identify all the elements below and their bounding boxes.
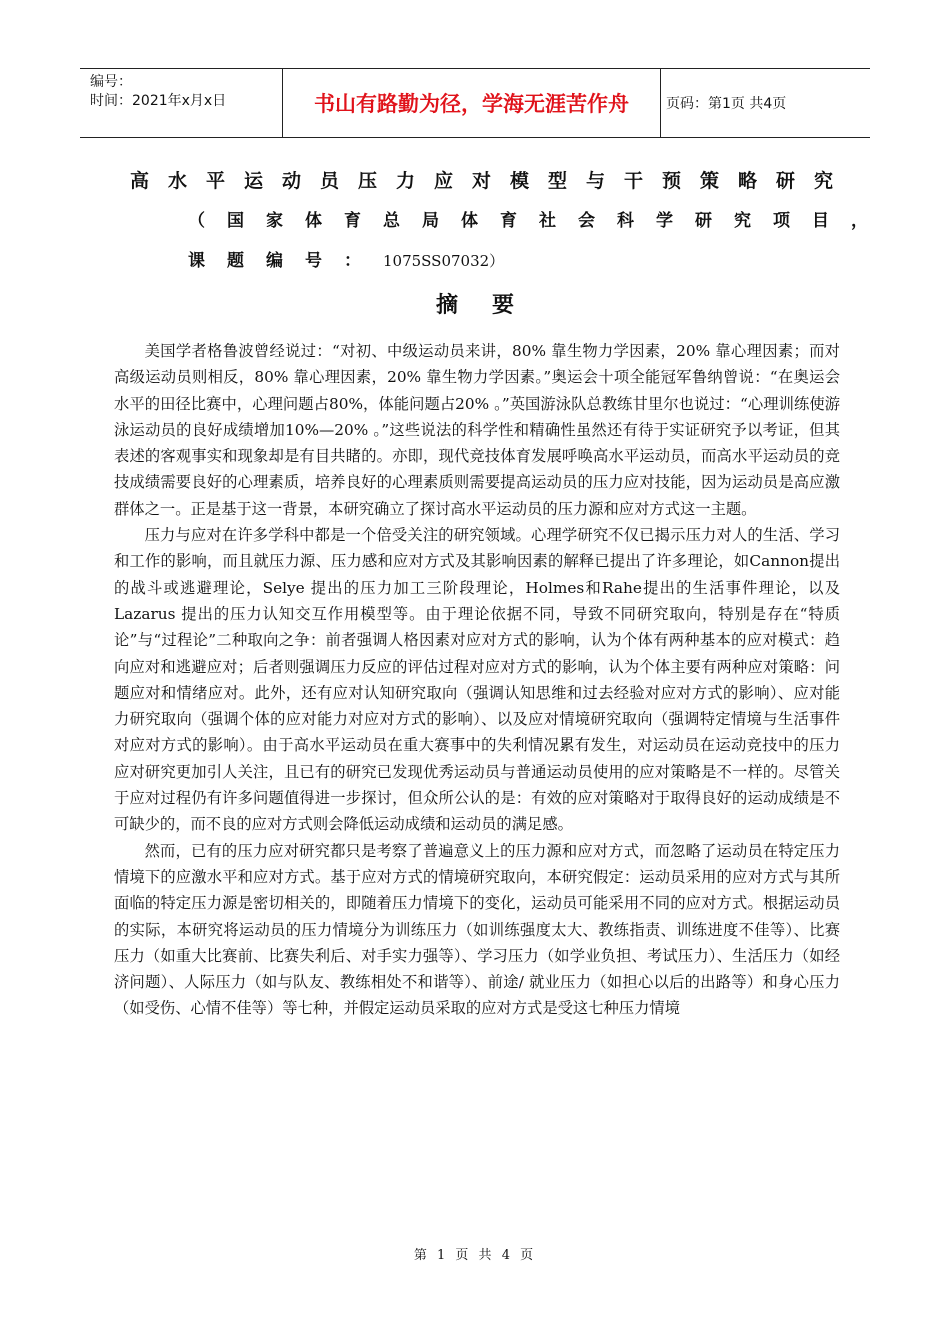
page-header — [80, 68, 870, 138]
project-code-label: 课题编号： — [188, 251, 383, 271]
time-label: 时间：2021年x月x日 — [90, 93, 227, 109]
project-code — [188, 246, 504, 271]
page-footer: 第 1 页 共 4 页 — [413, 1248, 537, 1263]
number-label: 编号： — [90, 74, 132, 90]
page-info: 页码：第1页 共4页 — [666, 96, 787, 112]
paragraph: 然而，已有的压力应对研究都只是考察了普遍意义上的压力源和应对方式，而忽略了运动员在特定压力情境下的应激水平和应对方式。基于应对方式的情境研究取向，本研究假定：运动员采用的应对方式与其所面临的特定压力源是密切相关的，即随着压力情境下的变化，运动员可能采用不同的应对方式。根据运动员的实际，本研究将运动员的压力情境分为训练压力（如训练强度太大、教练指责、训练进度不佳等）、比赛压力（如重大比赛前、比赛失利后、对手实力强等）、学习压力（如学业负担、考试压力）、生活压力（如经济问题）、人际压力（如与队友、教练相处不和谐等）、前途/ 就业压力（如担心以后的出路等）和身心压力（如受伤、心情不佳等）等七种，并假定运动员采取的应对方式是受这七种压力情境 — [114, 841, 840, 1018]
header-meta — [90, 73, 280, 111]
paragraph: 压力与应对在许多学科中都是一个倍受关注的研究领域。心理学研究不仅已揭示压力对人的生活、学习和工作的影响，而且就压力源、压力感和应对方式及其影响因素的解释已提出了许多理论，如Cannon提出的战斗或逃避理论，Selye 提出的压力加工三阶段理论，Holmes和Rahe提出的生活事件理论，以及Lazarus 提出的压力认知交互作用模型等。由于理论依据不同，导致不同研究取向，特别是存在“特质论”与“过程论”二种取向之争：前者强调人格因素对应对方式的影响，认为个体有两种基本的应对模式：趋向应对和逃避应对；后者则强调压力反应的评估过程对应对方式的影响，认为个体主要有两种应对策略：问题应对和情绪应对。此外，还有应对认知研究取向（强调认知思维和过去经验对应对方式的影响）、应对能力研究取向（强调个体的应对能力对应对方式的影响）、以及应对情境研究取向（强调特定情境与生活事件对应对方式的影响）。由于高水平运动员在重大赛事中的失利情况累有发生，对运动员在运动竞技中的压力应对研究更加引人关注，且已有的研究已发现优秀运动员与普通运动员使用的应对策略是不一样的。尽管关于应对过程仍有许多问题值得进一步探讨，但众所公认的是：有效的应对策略对于取得良好的运动成绩是不可缺少的，而不良的应对方式则会降低运动成绩和运动员的满足感。 — [114, 526, 840, 834]
project-note: （国家体育总局体育社会科学研究项目， — [188, 211, 890, 231]
project-code-value: 1075SS07032） — [383, 252, 505, 270]
paragraph: 美国学者格鲁波曾经说过：“对初、中级运动员来讲，80% 靠生物力学因素，20% 靠心理因素；而对高级运动员则相反，80% 靠心理因素，20% 靠生物力学因素。”奥运会十项全能冠军鲁纳曾说：“在奥运会水平的田径比赛中，心理问题占80%，体能问题占20% 。”英国游泳队总教练甘里尔也说过：“心理训练使游泳运动员的良好成绩增加10%—20% 。”这些说法的科学性和精确性虽然还有待于实证研究予以考证，但其表述的客观事实和现象却是有目共睹的。亦即，现代竞技体育发展呼唤高水平运动员，而高水平运动员的竞技成绩需要良好的心理素质，培养良好的心理素质则需要提高运动员的压力应对技能，因为运动员是高应激群体之一。正是基于这一背景，本研究确立了探讨高水平运动员的压力源和应对方式这一主题。 — [114, 342, 840, 518]
abstract-heading: 摘要 — [435, 292, 548, 318]
document-title: 高水平运动员压力应对模型与干预策略研究 — [130, 170, 853, 192]
header-divider — [660, 69, 661, 137]
abstract-body — [114, 338, 840, 1022]
header-motto: 书山有路勤为径，学海无涯苦作舟 — [314, 92, 629, 116]
